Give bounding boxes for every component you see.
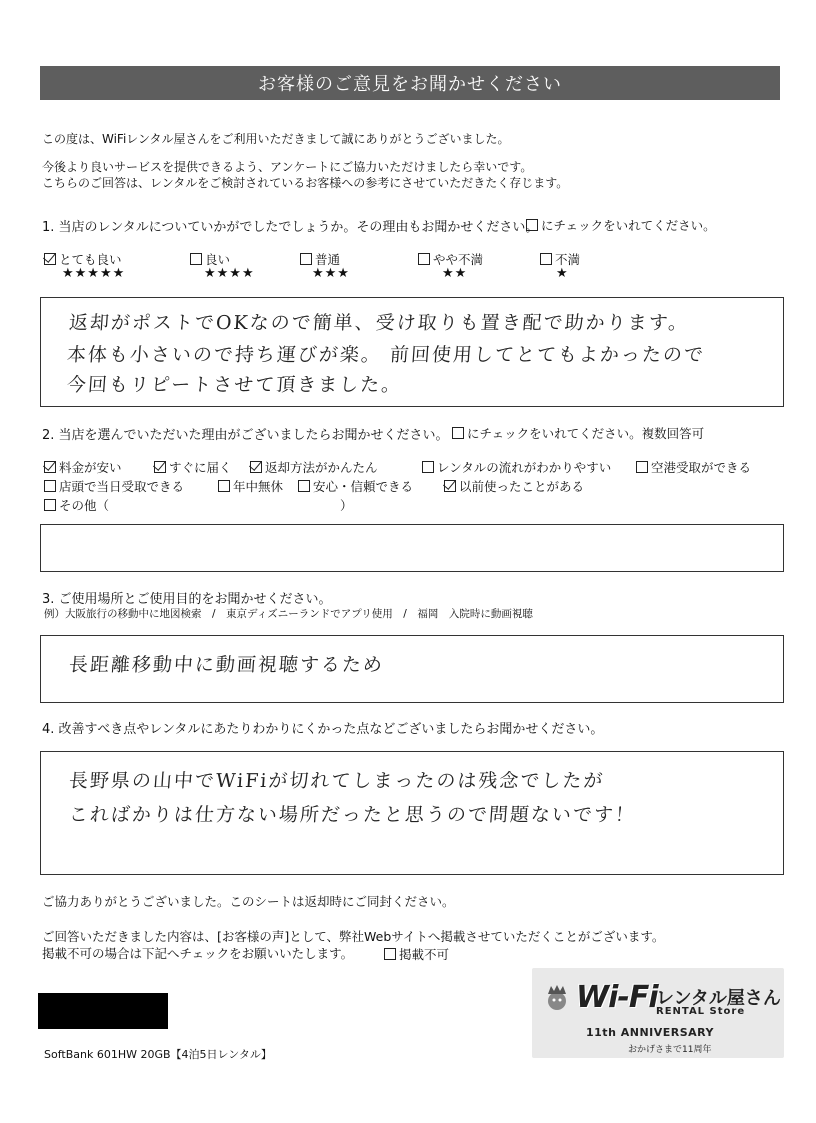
q1-option-good[interactable]: 良い — [190, 250, 230, 268]
stars-1: ★ — [556, 266, 569, 281]
checkbox-icon[interactable] — [300, 253, 312, 265]
q3-answer-box[interactable] — [40, 635, 784, 703]
q1-answer-box[interactable] — [40, 297, 784, 407]
device-info: SoftBank 601HW 20GB【4泊5日レンタル】 — [44, 1048, 272, 1061]
checkbox-checked-icon[interactable] — [444, 480, 456, 492]
stars-4: ★★★★ — [204, 266, 255, 281]
q2-option-other[interactable]: その他（ — [44, 496, 109, 514]
q2-option-cheap[interactable]: 料金が安い — [44, 458, 122, 476]
logo-subtitle-text: おかげさまで11周年 — [628, 1045, 712, 1055]
q1-option-slightly-dissatisfied[interactable]: やや不満 — [418, 250, 483, 268]
logo-en-text: RENTAL Store — [656, 1006, 746, 1017]
q1-question: 1. 当店のレンタルについていかがでしたでしょうか。その理由もお聞かせください。 — [42, 220, 539, 235]
q1-answer-line-1: 返却がポストでOKなので簡単、受け取りも置き配で助かります。 — [68, 312, 690, 334]
intro-line-2: 今後より良いサービスを提供できるよう、アンケートにご協力いただけましたら幸いです。 — [42, 160, 533, 174]
q1-answer-line-2: 本体も小さいので持ち運びが楽。 前回使用してとてもよかったので — [66, 344, 706, 366]
checkbox-icon[interactable] — [44, 480, 56, 492]
q4-question: 4. 改善すべき点やレンタルにあたりわかりにくかった点などございましたらお聞かせください。 — [42, 722, 604, 737]
logo-wifi-text: Wi-Fi — [576, 980, 658, 1015]
q4-answer-box[interactable] — [40, 751, 784, 875]
checkbox-icon[interactable] — [540, 253, 552, 265]
q2-option-trustworthy[interactable]: 安心・信頼できる — [298, 477, 413, 495]
checkbox-icon[interactable] — [422, 461, 434, 473]
checkbox-icon[interactable] — [384, 948, 396, 960]
q3-answer: 長距離移動中に動画視聴するため — [68, 654, 385, 676]
crown-mascot-icon — [542, 982, 572, 1012]
q1-option-dissatisfied[interactable]: 不満 — [540, 250, 580, 268]
checkbox-icon[interactable] — [418, 253, 430, 265]
logo-jp-text: レンタル屋さん — [656, 988, 781, 1009]
q3-question: 3. ご使用場所とご使用目的をお聞かせください。 — [42, 592, 332, 607]
checkbox-checked-icon[interactable] — [154, 461, 166, 473]
footer-thanks: ご協力ありがとうございました。このシートは返却時にご同封ください。 — [42, 894, 455, 909]
stars-3: ★★★ — [312, 266, 350, 281]
q2-option-easy-flow[interactable]: レンタルの流れがわかりやすい — [422, 458, 611, 476]
q1-answer-line-3: 今回もリピートさせて頂きました。 — [66, 374, 403, 396]
wifi-rental-store-logo — [532, 968, 784, 1058]
q1-option-very-good[interactable]: とても良い — [44, 250, 122, 268]
intro-line-3: こちらのご回答は、レンタルをご検討されているお客様への参考にさせていただきたく存じます。 — [42, 176, 569, 190]
survey-title: お客様のご意見をお聞かせください — [40, 66, 780, 100]
q4-answer-line-1: 長野県の山中でWiFiが切れてしまったのは残念でしたが — [68, 770, 606, 792]
no-publish-checkbox[interactable]: 掲載不可 — [384, 945, 449, 963]
q2-instruction: にチェックをいれてください。複数回答可 — [452, 424, 704, 442]
q1-instruction: にチェックをいれてください。 — [526, 216, 716, 234]
q2-option-open-all-year[interactable]: 年中無休 — [218, 477, 283, 495]
q4-answer-line-2: こればかりは仕方ない場所だったと思うので問題ないです！ — [68, 804, 637, 826]
q2-answer-box[interactable] — [40, 524, 784, 572]
checkbox-checked-icon[interactable] — [44, 461, 56, 473]
logo-anniversary-text: 11th ANNIVERSARY — [586, 1026, 715, 1039]
stars-5: ★★★★★ — [62, 266, 126, 281]
q1-option-normal[interactable]: 普通 — [300, 250, 340, 268]
redacted-name-block — [38, 993, 168, 1029]
q2-question: 2. 当店を選んでいただいた理由がございましたらお聞かせください。 — [42, 428, 449, 443]
checkbox-icon[interactable] — [298, 480, 310, 492]
intro-line-1: この度は、WiFiレンタル屋さんをご利用いただきまして誠にありがとうございました。 — [42, 132, 510, 146]
q2-option-store-pickup[interactable]: 店頭で当日受取できる — [44, 477, 184, 495]
footer-publish-note-1: ご回答いただきました内容は、[お客様の声]として、弊社Webサイトへ掲載させていただくことがございます。 — [42, 929, 665, 944]
instruction-checkbox-icon — [526, 219, 538, 231]
q3-example: 例）大阪旅行の移動中に地図検索 / 東京ディズニーランドでアプリ使用 / 福岡 入院時に動画視聴 — [44, 608, 533, 620]
stars-2: ★★ — [442, 266, 468, 281]
q2-option-fast-delivery[interactable]: すぐに届く — [154, 458, 232, 476]
instruction-checkbox-icon — [452, 427, 464, 439]
checkbox-icon[interactable] — [190, 253, 202, 265]
q2-option-easy-return[interactable]: 返却方法がかんたん — [250, 458, 378, 476]
checkbox-icon[interactable] — [218, 480, 230, 492]
q2-option-airport-pickup[interactable]: 空港受取ができる — [636, 458, 751, 476]
q2-other-close: ） — [340, 498, 353, 513]
checkbox-checked-icon[interactable] — [250, 461, 262, 473]
checkbox-icon[interactable] — [44, 499, 56, 511]
q2-option-used-before[interactable]: 以前使ったことがある — [444, 477, 584, 495]
checkbox-icon[interactable] — [636, 461, 648, 473]
checkbox-checked-icon[interactable] — [44, 253, 56, 265]
footer-publish-note-2: 掲載不可の場合は下記へチェックをお願いいたします。 — [42, 946, 354, 961]
